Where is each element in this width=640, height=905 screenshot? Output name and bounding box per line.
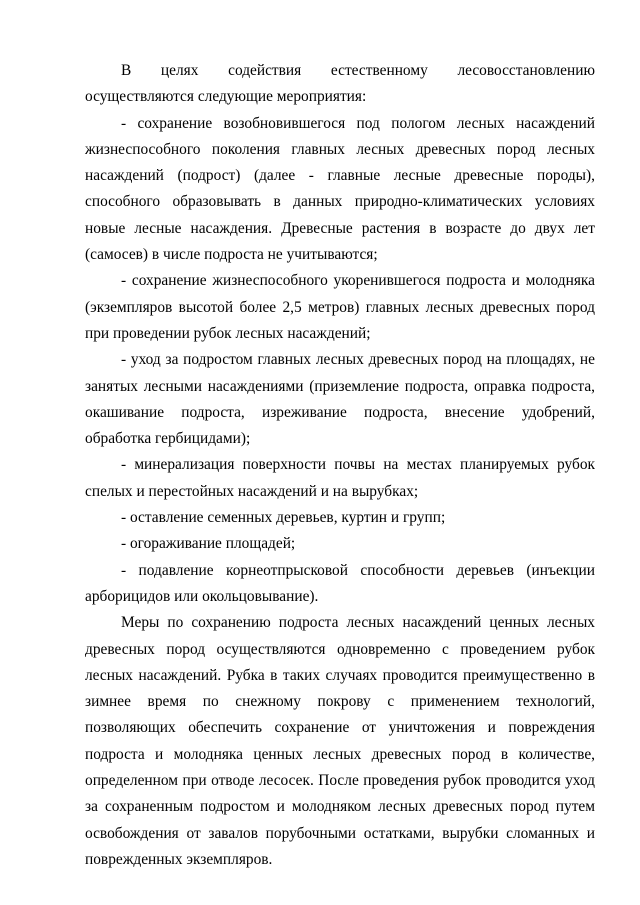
document-body — [85, 58, 595, 873]
list-item-undergrowth-care: - уход за подростом главных лесных древесных пород на площадях, не занятых лесными насаждениями (приземление подроста, оправка подроста, окашивание подроста, изреживание подроста, внесение удобрений, обработка гербицидами); — [85, 351, 595, 448]
paragraph-intro: В целях содействия естественному лесовосстановлению осуществляются следующие мероприятия: — [85, 62, 595, 106]
list-item-rooted-undergrowth: - сохранение жизнеспособного укоренившегося подроста и молодняка (экземпляров высотой более 2,5 метров) главных лесных древесных пород при проведении рубок лесных насаждений; — [85, 272, 595, 342]
list-item-seed-trees: - оставление семенных деревьев, куртин и групп; — [121, 509, 446, 527]
list-item-soil-mineralization: - минерализация поверхности почвы на местах планируемых рубок спелых и перестойных насаждений и на вырубках; — [85, 456, 595, 500]
list-item-undergrowth-preservation: - сохранение возобновившегося под пологом лесных насаждений жизнеспособного поколения главных лесных древесных пород лесных насаждений (подрост) (далее - главные лесные древесные породы), способного образовывать в данных природно-климатических условиях новые лесные насаждения. Древесные растения в возрасте до двух лет (самосев) в числе подроста не учитываются; — [85, 114, 595, 264]
paragraph-measures: Меры по сохранению подроста лесных насаждений ценных лесных древесных пород осуществляются одновременно с проведением рубок лесных насаждений. Рубка в таких случаях проводится преимущественно в зимнее время по снежному покрову с применением технологий, позволяющих обеспечить сохранение от уничтожения и повреждения подроста и молодняка ценных лесных древесных пород в количестве, определенном при отводе лесосек. После проведения рубок проводится уход за сохраненным подростом и молодняком лесных древесных пород путем освобождения от завалов порубочными остатками, вырубки сломанных и поврежденных экземпляров. — [85, 614, 595, 868]
list-item-fencing: - огораживание площадей; — [121, 535, 296, 553]
list-item-root-suppression: - подавление корнеотпрысковой способности деревьев (инъекции арборицидов или окольцовывание). — [85, 561, 595, 605]
